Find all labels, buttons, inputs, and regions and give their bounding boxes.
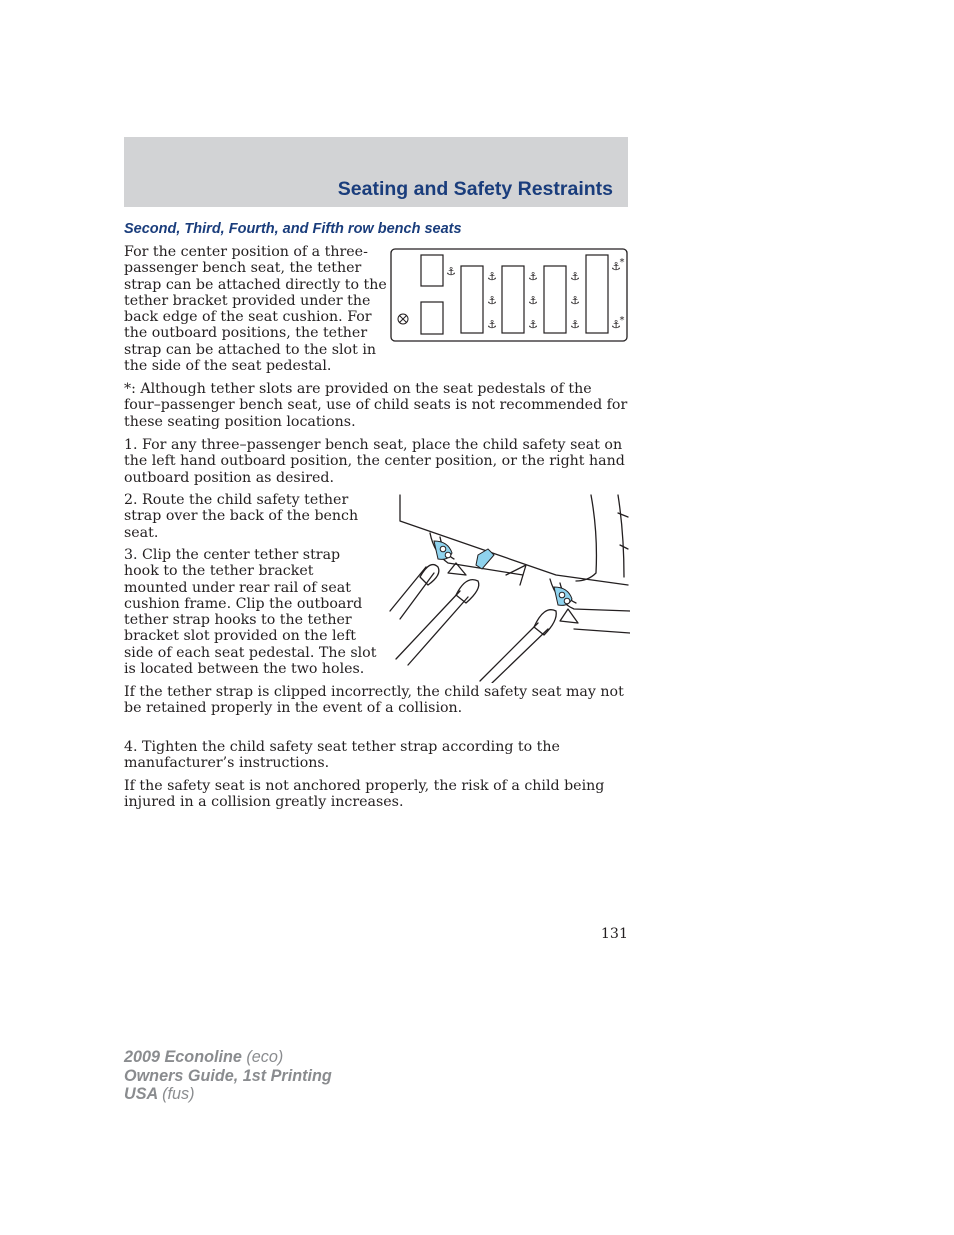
asterisk-marker: * xyxy=(619,257,625,268)
steering-wheel-icon xyxy=(398,314,408,324)
paragraph-center-position: For the center position of a three-passenger bench seat, the tether strap can be attached directly to the tether bracket provided under the back edge of the seat cushion. For the outboard positions, the tether strap can be attached to the slot in the side of the seat pedestal. xyxy=(124,244,387,375)
pedestal-hole xyxy=(564,598,570,604)
paragraph-warning-clip: If the tether strap is clipped incorrectly, the child safety seat may not be retained properly in the event of a collision. xyxy=(124,684,624,717)
anchor-icon: ⚓ xyxy=(528,318,538,331)
seat-back-rear xyxy=(618,495,624,577)
fourth-row-bench-seat xyxy=(544,266,566,333)
pedestal-hole xyxy=(445,552,451,558)
paragraph-step-1: 1. For any three–passenger bench seat, place the child safety seat on the left hand outboard position, the center position, or the right hand outboard position as desired. xyxy=(124,437,625,486)
rear-rail xyxy=(506,565,526,585)
pedestal-hole xyxy=(559,592,565,598)
center-tether-bracket-highlight xyxy=(476,549,494,569)
footer-model-code: (eco) xyxy=(246,1048,284,1066)
left-tether-hook xyxy=(420,565,439,585)
paragraph-warning-anchor: If the safety seat is not anchored properly, the risk of a child being injured in a collision greatly increases. xyxy=(124,778,605,811)
pedestal-right-cutout xyxy=(560,609,578,623)
fifth-row-bench-seat xyxy=(586,255,608,333)
anchor-icon: ⚓ xyxy=(570,318,580,331)
document-footer xyxy=(124,1048,332,1104)
section-header-band xyxy=(124,137,628,207)
subsection-heading: Second, Third, Fourth, and Fifth row bench seats xyxy=(124,221,462,237)
center-tether-strap xyxy=(396,591,468,665)
section-title: Seating and Safety Restraints xyxy=(337,178,613,200)
footer-model: 2009 Econoline xyxy=(124,1048,242,1066)
page-number: 131 xyxy=(600,926,628,942)
third-row-bench-seat xyxy=(502,266,524,333)
anchor-icon: ⚓ xyxy=(611,318,621,331)
footer-printing: Owners Guide, 1st Printing xyxy=(124,1066,332,1085)
seat-layout-diagram xyxy=(390,248,628,344)
paragraph-step-4: 4. Tighten the child safety seat tether strap according to the manufacturer’s instructions. xyxy=(124,739,560,772)
floor-edge xyxy=(574,629,630,633)
anchor-icon: ⚓ xyxy=(528,270,538,283)
passenger-seat xyxy=(421,302,443,334)
anchor-icon: ⚓ xyxy=(487,294,497,307)
vehicle-outline xyxy=(391,249,627,341)
right-tether-strap xyxy=(480,623,548,683)
seat-back-frame xyxy=(576,495,596,581)
driver-seat xyxy=(421,255,443,286)
paragraph-step-3: 3. Clip the center tether strap hook to the tether bracket mounted under rear rail of seat cushion frame. Clip the outboard tether strap hooks to the tether bracket slot provided on the left side of each seat pedestal. The slot is located between the two holes. xyxy=(124,547,377,678)
tether-attachment-illustration xyxy=(388,493,630,683)
anchor-icon: ⚓ xyxy=(528,294,538,307)
anchor-icon: ⚓ xyxy=(446,265,456,278)
second-row-bench-seat xyxy=(461,266,483,333)
paragraph-asterisk-note: *: Although tether slots are provided on the seat pedestals of the four–passenger bench seat, use of child seats is not recommended for these seating position locations. xyxy=(124,381,628,430)
anchor-icon: ⚓ xyxy=(487,318,497,331)
left-tether-strap xyxy=(390,567,434,619)
anchor-icon: ⚓ xyxy=(570,294,580,307)
anchor-icon: ⚓ xyxy=(611,260,621,273)
asterisk-marker: * xyxy=(619,315,625,326)
footer-market-code: (fus) xyxy=(162,1085,195,1103)
anchor-icon: ⚓ xyxy=(570,270,580,283)
anchor-icon: ⚓ xyxy=(487,270,497,283)
footer-market: USA xyxy=(124,1085,158,1103)
paragraph-step-2: 2. Route the child safety tether strap over the back of the bench seat. xyxy=(124,492,359,541)
pedestal-hole xyxy=(440,546,446,552)
